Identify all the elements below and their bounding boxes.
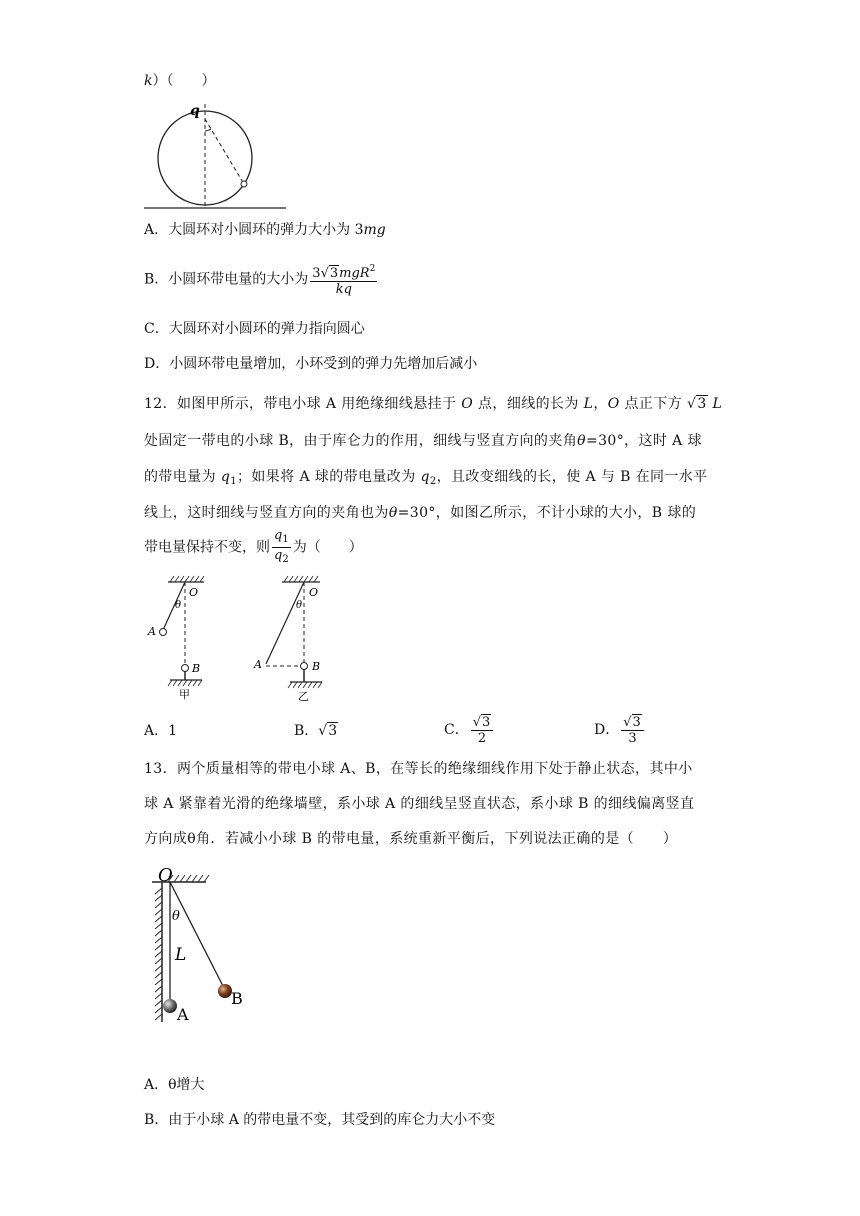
ball-a xyxy=(163,999,177,1013)
var: O xyxy=(607,396,620,412)
label-l: L xyxy=(175,945,187,965)
q12-figure-jia xyxy=(140,572,240,700)
text: 点正下方 xyxy=(619,396,687,412)
text: ；如果将 A 球的带电量改为 xyxy=(237,469,421,485)
fraction: $\frac{√3}{3}$ xyxy=(621,715,644,746)
num: q xyxy=(274,528,283,543)
den: q xyxy=(274,548,283,563)
text: 带电量保持不变，则 xyxy=(144,539,270,556)
ring-chord-dashed xyxy=(205,119,244,184)
var: q xyxy=(220,469,231,485)
label-a: A xyxy=(148,625,156,638)
label-o: O xyxy=(189,586,199,599)
q12-line-3 xyxy=(144,468,708,491)
q12-option-b xyxy=(294,722,338,740)
q11-lead-rest: ）（ ） xyxy=(152,73,216,89)
num-exp: 2 xyxy=(369,264,376,274)
q12-line-4 xyxy=(144,504,696,522)
var: L xyxy=(712,396,723,412)
radicand: 3 xyxy=(697,396,707,412)
num-var: mgR xyxy=(339,266,370,281)
ratio-fraction xyxy=(272,528,291,567)
option-text: 由于小球 A 的带电量不变，其受到的库仑力大小不变 xyxy=(168,1112,496,1128)
text: =30°，这时 A 球 xyxy=(585,433,702,449)
sqrt: √3 xyxy=(686,396,707,412)
label-theta: θ xyxy=(296,600,303,611)
label-theta: θ xyxy=(172,909,180,924)
num-radicand: 3 xyxy=(329,266,339,281)
den: kq xyxy=(335,282,352,297)
q11-lead-var: k xyxy=(144,73,153,89)
num-sub: 1 xyxy=(282,534,289,545)
small-ring xyxy=(241,181,247,187)
var: O xyxy=(461,396,474,412)
option-label: C． xyxy=(444,722,469,738)
var: L xyxy=(583,396,594,412)
q12-line-2 xyxy=(144,432,702,450)
text: ， xyxy=(593,396,608,412)
label-a: A xyxy=(177,1005,189,1024)
var: q xyxy=(420,469,430,485)
text: 12．如图甲所示，带电小球 A 用绝缘细线悬挂于 xyxy=(144,396,462,412)
option-text: 小圆环带电量增加，小环受到的弹力先增加后减小 xyxy=(169,356,478,372)
den-sub: 2 xyxy=(282,554,289,565)
option-label: C． xyxy=(144,321,169,337)
option-label: D． xyxy=(594,722,620,738)
text: 处固定一带电的小球 B，由于库仑力的作用，细线与竖直方向的夹角 xyxy=(144,433,578,449)
q13-line-2: 球 A 紧靠着光滑的绝缘墙壁，系小球 A 的细线呈竖直状态，系小球 B 的细线偏离竖直 xyxy=(144,796,695,812)
var: θ xyxy=(577,433,586,449)
radicand: 3 xyxy=(328,723,338,739)
label-b: B xyxy=(312,660,321,673)
q11-figure-ring xyxy=(140,100,290,214)
q12-option-a xyxy=(144,722,177,740)
text: =30°，如图乙所示，不计小球的大小，B 球的 xyxy=(397,505,697,521)
q13-line-1: 13．两个质量相等的带电小球 A、B，在等长的绝缘细线作用下处于静止状态，其中小 xyxy=(144,761,693,777)
caption-yi: 乙 xyxy=(298,690,309,703)
q12-option-d xyxy=(594,710,646,750)
option-text: 大圆环对小圆环的弹力大小为 3 xyxy=(168,222,364,238)
q12-line-1 xyxy=(144,395,722,413)
option-text: 小圆环带电量的大小为 xyxy=(168,271,309,288)
text: 的带电量为 xyxy=(144,469,221,485)
option-label: A． xyxy=(144,1077,169,1093)
option-label: A． xyxy=(144,723,169,739)
q11-option-b xyxy=(144,262,379,297)
text: 线上，这时细线与竖直方向的夹角也为 xyxy=(144,505,389,521)
q13-option-a xyxy=(144,1076,205,1094)
option-text: 大圆环对小圆环的弹力指向圆心 xyxy=(168,321,365,337)
radicand: 3 xyxy=(482,714,491,730)
den: 2 xyxy=(477,730,487,746)
q13-figure-wall xyxy=(144,864,264,1028)
sub: 2 xyxy=(429,476,437,487)
text: ，且改变细线的长，使 A 与 B 在同一水平 xyxy=(436,469,708,485)
option-label: B． xyxy=(144,271,169,288)
ball-b xyxy=(301,663,308,670)
angle-arc xyxy=(205,129,211,131)
q11-option-c xyxy=(144,320,365,338)
ball-b xyxy=(182,665,189,672)
label-b: B xyxy=(192,662,201,675)
option-label: D． xyxy=(144,356,170,372)
var: θ xyxy=(388,505,398,521)
label-theta: θ xyxy=(175,600,182,611)
sqrt: √3 xyxy=(318,723,338,739)
label-b: B xyxy=(231,989,243,1008)
option-label: A． xyxy=(144,222,169,238)
option-value: 1 xyxy=(168,723,178,739)
ball-a xyxy=(160,629,167,636)
num-coef: 3 xyxy=(312,266,321,281)
q11-option-d xyxy=(144,355,477,373)
label-a: A xyxy=(254,658,262,671)
sub: 1 xyxy=(230,476,237,487)
q12-line-5 xyxy=(144,528,363,567)
q12-option-c xyxy=(444,710,495,750)
charge-fraction: $\frac{3√3mgR^2}{kq}$ xyxy=(312,264,376,297)
label-o: O xyxy=(309,586,319,599)
q13-line-3: 方向成θ角．若减小小球 B 的带电量，系统重新平衡后，下列说法正确的是（ ） xyxy=(144,831,678,847)
text: 点，细线的长为 xyxy=(473,396,584,412)
charge-q-label: q xyxy=(190,103,200,119)
option-label: B． xyxy=(294,723,319,739)
radicand: 3 xyxy=(632,714,641,730)
den: 3 xyxy=(628,730,637,746)
q12-figure-yi xyxy=(250,572,350,706)
option-var: mg xyxy=(363,222,386,238)
fraction: $\frac{√3}{2}$ xyxy=(471,715,494,746)
q13-option-b xyxy=(144,1111,495,1129)
text: 为（ ） xyxy=(292,539,363,556)
option-label: B． xyxy=(144,1112,169,1128)
ball-b xyxy=(218,984,232,998)
option-text: θ增大 xyxy=(168,1077,205,1093)
q11-option-a xyxy=(144,221,386,239)
caption-jia: 甲 xyxy=(179,688,190,700)
q11-lead xyxy=(144,72,215,90)
label-o: O xyxy=(158,865,173,886)
